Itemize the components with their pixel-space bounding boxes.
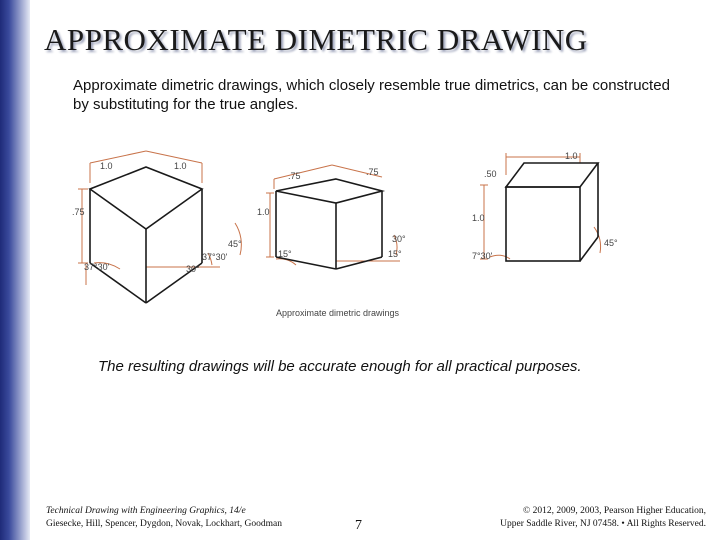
footer-left	[46, 505, 282, 531]
cube3-angle-7-30: 7°30'	[472, 251, 493, 261]
cube-3	[472, 151, 618, 261]
cube3-dim-left-top: .50	[484, 169, 497, 179]
cube2-dim-top-left: .75	[288, 171, 301, 181]
cube2-angle-15-left: 15°	[278, 249, 292, 259]
cube3-dim-left: 1.0	[472, 213, 485, 223]
cube3-angle-45: 45°	[604, 238, 618, 248]
footer-copyright-line2: Upper Saddle River, NJ 07458. • All Rights Reserved.	[500, 519, 706, 529]
footer-copyright-line1: © 2012, 2009, 2003, Pearson Higher Education,	[523, 506, 706, 516]
figure-caption: Approximate dimetric drawings	[276, 308, 400, 318]
footer-right	[500, 505, 706, 531]
footer-book-title: Technical Drawing with Engineering Graphics, 14/e	[46, 506, 246, 516]
cube-2	[257, 165, 406, 269]
cube1-angle-37-30-left: 37°30'	[84, 262, 110, 272]
cube1-angle-30: 30°	[186, 264, 200, 274]
cube1-dim-left: .75	[72, 207, 85, 217]
page-number: 7	[355, 518, 362, 533]
cube3-dim-top: 1.0	[565, 151, 578, 161]
cube2-dim-top-right: .75	[366, 167, 379, 177]
slide-title: APPROXIMATE DIMETRIC DRAWING	[44, 22, 588, 57]
cube-1	[72, 151, 242, 303]
cube1-angle-45: 45°	[228, 239, 242, 249]
slide-sidebar-bar	[0, 0, 30, 540]
dimetric-figure	[60, 145, 650, 330]
cube1-angle-37-30-right: 37°30'	[202, 252, 228, 262]
footer-authors: Giesecke, Hill, Spencer, Dygdon, Novak, Lockhart, Goodman	[46, 519, 283, 529]
cube1-dim-top-left: 1.0	[100, 161, 113, 171]
cube1-dim-top-right: 1.0	[174, 161, 187, 171]
cube2-dim-left: 1.0	[257, 207, 270, 217]
cube2-angle-30: 30°	[392, 234, 406, 244]
cube2-angle-15-right: 15°	[388, 249, 402, 259]
intro-paragraph: Approximate dimetric drawings, which closely resemble true dimetrics, can be constructed by substituting for the true angles.	[73, 77, 670, 113]
conclusion-text: The resulting drawings will be accurate enough for all practical purposes.	[98, 358, 582, 375]
